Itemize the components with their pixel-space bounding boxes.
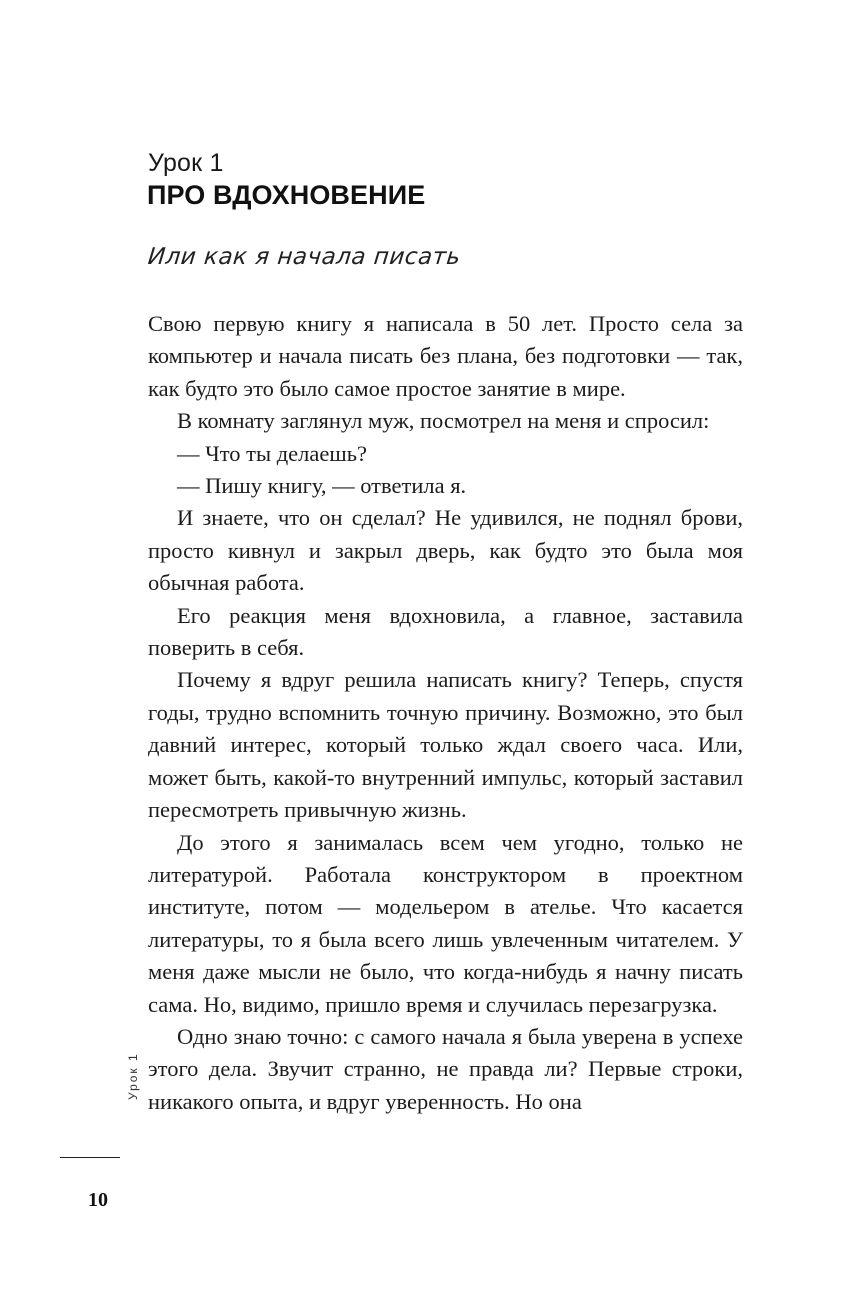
paragraph: В комнату заглянул муж, посмотрел на меня и спросил: [177, 408, 710, 434]
dialog-line: — Пишу книгу, — ответила я. [177, 473, 467, 499]
paragraph: И знаете, что он сделал? Не удивился, не поднял брови, просто кивнул и закрыл дверь, как будто это была моя обычная работа. [148, 505, 743, 596]
body-text [148, 308, 743, 1118]
paragraph: Одно знаю точно: с самого начала я была уверена в успехе этого дела. Звучит странно, не правда ли? Первые строки, никакого опыта, и вдруг уверенность. Но она [148, 1023, 743, 1114]
chapter-subtitle: Или как я начала писать [146, 244, 462, 270]
lesson-label: Урок 1 [148, 149, 224, 177]
running-head: Урок 1 [126, 1052, 140, 1100]
paragraph: До этого я занималась всем чем угодно, только не литературой. Работала конструктором в проектном институте, потом — модельером в ателье. Что касается литературы, то я была всего лишь увлеченным читателем. У меня даже мысли не было, что когда-нибудь я начну писать сама. Но, видимо, пришло время и случилась перезагрузка. [148, 829, 743, 1017]
footer-rule [60, 1157, 120, 1158]
dialog-line: — Что ты делаешь? [177, 440, 367, 466]
chapter-title: ПРО ВДОХНОВЕНИЕ [147, 180, 426, 210]
paragraph: Почему я вдруг решила написать книгу? Теперь, спустя годы, трудно вспомнить точную причину. Возможно, это был давний интерес, который только ждал своего часа. Или, может быть, какой-то внутренний импульс, который заставил пересмотреть привычную жизнь. [148, 667, 743, 823]
page-number: 10 [88, 1189, 108, 1211]
paragraph: Свою первую книгу я написала в 50 лет. Просто села за компьютер и начала писать без плана, без подготовки — так, как будто это было самое простое занятие в мире. [148, 311, 743, 401]
paragraph: Его реакция меня вдохновила, а главное, заставила поверить в себя. [148, 602, 743, 661]
